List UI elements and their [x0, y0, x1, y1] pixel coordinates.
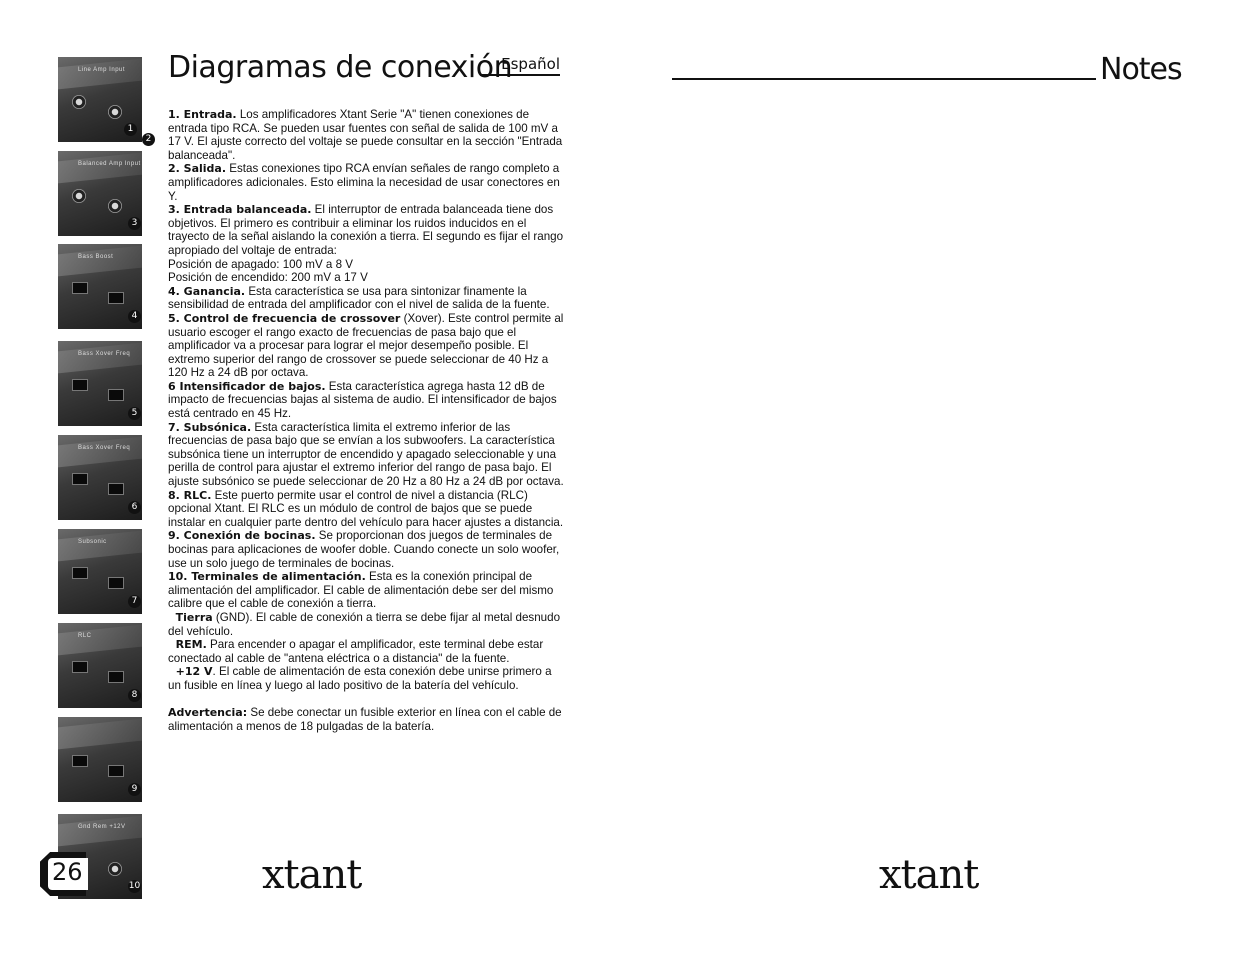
description-paragraph [168, 203, 564, 257]
switch-graphic [72, 282, 88, 294]
paragraph-text: Se debe conectar un fusible exterior en línea con el cable de alimentación a menos de 18 pulgadas de la batería. [168, 706, 562, 733]
switch-graphic [72, 473, 88, 485]
paragraph-text: Esta característica limita el extremo inferior de las frecuencias de pasa bajo que se envían a los subwoofers. La característica subsónica tiene un interruptor de encendido y apagado seleccionable y una perilla de control para ajustar el extremo inferior del rango de pasa bajo. El ajuste subsónico se puede seleccionar de 20 Hz a 80 Hz a 24 dB por octava. [168, 420, 564, 489]
paragraph-text: Este puerto permite usar el control de nivel a distancia (RLC) opcional Xtant. El RLC es un módulo de control de bajos que se puede instalar en cualquier parte dentro del vehículo para hacer ajustes a distancia. [168, 488, 564, 529]
description-paragraph [168, 529, 564, 570]
callout-number: 6 [128, 501, 141, 514]
callout-number: 1 [124, 123, 137, 136]
language-label: Español [480, 55, 560, 76]
paragraph-text: Posición de encendido: 200 mV a 17 V [168, 271, 368, 285]
paragraph-heading: 5. Control de frecuencia de crossover [168, 311, 401, 325]
callout-number: 7 [128, 595, 141, 608]
switch-graphic [72, 567, 88, 579]
warning-paragraph [168, 706, 564, 733]
paragraph-heading: 1. Entrada. [168, 108, 237, 121]
page-number-badge [40, 852, 86, 896]
callout-number: 5 [128, 407, 141, 420]
photo-caption: Balanced Amp Input [78, 161, 141, 167]
notes-title-rule [672, 78, 1096, 80]
description-paragraph [168, 638, 564, 665]
description-paragraph [168, 489, 564, 530]
page-title: Diagramas de conexión [168, 50, 513, 85]
paragraph-heading: 7. Subsónica. [168, 420, 252, 434]
description-paragraph [168, 380, 564, 421]
photo-caption: Bass Xover Freq [78, 445, 131, 451]
paragraph-text: Esta característica se usa para sintonizar finamente la sensibilidad de entrada del amplificador con el nivel de salida de la fuente. [168, 284, 550, 312]
switch-graphic [72, 661, 88, 673]
paragraph-text: Posición de apagado: 100 mV a 8 V [168, 257, 353, 271]
paragraph-heading: Advertencia: [168, 706, 248, 720]
switch-graphic [108, 671, 124, 683]
xtant-logo-left: xtant [262, 852, 362, 898]
switch-graphic [108, 389, 124, 401]
callout-number: 4 [128, 310, 141, 323]
paragraph-text: (GND). El cable de conexión a tierra se debe fijar al metal desnudo del vehículo. [168, 610, 561, 638]
paragraph-text: Para encender o apagar el amplificador, este terminal debe estar conectado al cable de "antena eléctrica o a distancia" de la fuente. [168, 638, 544, 665]
paragraph-text: Se proporcionan dos juegos de terminales de bocinas para aplicaciones de woofer doble. Cuando conecte un solo woofer, use un solo juego de terminales de bocinas. [168, 529, 560, 570]
description-paragraph [168, 271, 564, 285]
switch-graphic [72, 379, 88, 391]
photo-caption: RLC [78, 633, 92, 639]
callout-number: 9 [128, 783, 141, 796]
connector-graphic [108, 105, 122, 119]
paragraph-text: . El cable de alimentación de esta conexión debe unirse primero a un fusible en línea y luego al lado positivo de la batería del vehículo. [168, 665, 552, 692]
photo-caption: Bass Xover Freq [78, 351, 131, 357]
switch-graphic [72, 755, 88, 767]
paragraph-text: Esta característica agrega hasta 12 dB de impacto de frecuencias bajas al sistema de audio. El intensificador de bajos está centrado en 45 Hz. [168, 379, 557, 421]
description-paragraph [168, 108, 564, 162]
description-paragraph [168, 162, 564, 203]
connector-graphic [72, 189, 86, 203]
paragraph-heading: 3. Entrada balanceada. [168, 203, 312, 217]
description-paragraph [168, 570, 564, 611]
paragraph-text: El interruptor de entrada balanceada tiene dos objetivos. El primero es contribuir a eliminar los ruidos inducidos en el trayecto de la señal aislando la conexión a tierra. El segundo es fijar el rango apropiado del voltaje de entrada: [168, 203, 564, 257]
connector-graphic [72, 95, 86, 109]
xtant-logo-right: xtant [879, 852, 979, 898]
paragraph-heading: 6 Intensificador de bajos. [168, 379, 326, 393]
page-number: 26 [52, 858, 83, 886]
connector-graphic [108, 199, 122, 213]
spacer [168, 693, 564, 707]
photo-caption: Subsonic [78, 539, 107, 545]
paragraph-heading: Tierra [168, 610, 213, 624]
callout-number: 3 [128, 217, 141, 230]
connection-descriptions [168, 108, 564, 733]
photo-caption: Line Amp Input [78, 67, 126, 73]
photo-caption: Gnd Rem +12V [78, 824, 126, 830]
description-paragraph [168, 611, 564, 638]
description-paragraph [168, 421, 564, 489]
description-paragraph [168, 665, 564, 692]
photo-caption: Bass Boost [78, 254, 114, 260]
callout-number: 8 [128, 689, 141, 702]
notes-title: Notes [1100, 52, 1182, 87]
callout-number: 2 [142, 133, 155, 146]
paragraph-text: (Xover). Este control permite al usuario escoger el rango exacto de frecuencias de pasa bajo que el amplificador va a procesar para lograr el mejor desempeño posible. El extremo superior del rango de crossover se puede seleccionar de 40 Hz a 120 Hz a 24 dB por octava. [168, 311, 564, 380]
switch-graphic [108, 577, 124, 589]
paragraph-heading: 10. Terminales de alimentación. [168, 570, 366, 584]
paragraph-heading: 2. Salida. [168, 162, 227, 176]
description-paragraph [168, 258, 564, 272]
switch-graphic [108, 292, 124, 304]
paragraph-text: Estas conexiones tipo RCA envían señales de rango completo a amplificadores adicionales. Esto elimina la necesidad de usar conectores en Y. [168, 162, 560, 203]
connector-graphic [108, 862, 122, 876]
paragraph-text: Esta es la conexión principal de alimentación del amplificador. El cable de alimentación debe ser del mismo calibre que el cable de conexión a tierra. [168, 570, 554, 611]
paragraph-heading: +12 V [168, 665, 213, 679]
switch-graphic [108, 483, 124, 495]
switch-graphic [108, 765, 124, 777]
paragraph-heading: REM. [168, 638, 207, 652]
description-paragraph [168, 312, 564, 380]
paragraph-text: Los amplificadores Xtant Serie "A" tienen conexiones de entrada tipo RCA. Se pueden usar fuentes con señal de salida de 100 mV a 17 V. El ajuste correcto del voltaje se puede consultar en la sección "Entrada balanceada". [168, 108, 563, 162]
paragraph-heading: 4. Ganancia. [168, 284, 246, 298]
callout-number: 10 [128, 881, 141, 891]
paragraph-heading: 9. Conexión de bocinas. [168, 529, 316, 543]
paragraph-heading: 8. RLC. [168, 488, 212, 502]
description-paragraph [168, 285, 564, 312]
